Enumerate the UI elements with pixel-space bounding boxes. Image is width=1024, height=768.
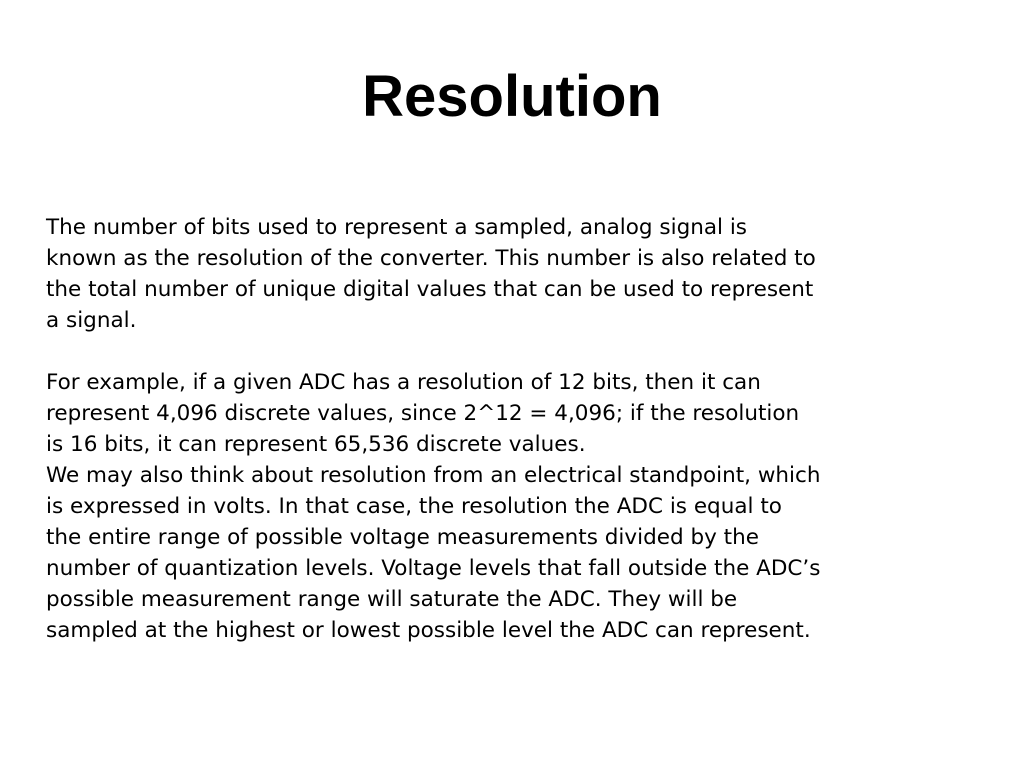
text-line: We may also think about resolution from an electrical standpoint, which [46, 463, 821, 488]
text-line: a signal. [46, 308, 137, 333]
text-line: number of quantization levels. Voltage levels that fall outside the ADC’s [46, 556, 821, 581]
paragraph-bits-definition [46, 212, 986, 336]
text-line: known as the resolution of the converter. This number is also related to [46, 246, 816, 271]
paragraph-example [46, 367, 986, 460]
text-line: is expressed in volts. In that case, the resolution the ADC is equal to [46, 494, 782, 519]
text-line: The number of bits used to represent a sampled, analog signal is [46, 215, 748, 240]
text-line: the total number of unique digital values that can be used to represent [46, 277, 814, 302]
text-line: For example, if a given ADC has a resolution of 12 bits, then it can [46, 370, 761, 395]
text-line: possible measurement range will saturate the ADC. They will be [46, 587, 738, 612]
paragraph-spacer [46, 336, 986, 367]
text-line: represent 4,096 discrete values, since 2^12 = 4,096; if the resolution [46, 401, 800, 426]
text-line: sampled at the highest or lowest possible level the ADC can represent. [46, 618, 811, 643]
paragraph-electrical-standpoint [46, 460, 986, 646]
text-line: is 16 bits, it can represent 65,536 discrete values. [46, 432, 586, 457]
slide-body [46, 212, 986, 646]
text-line: the entire range of possible voltage measurements divided by the [46, 525, 759, 550]
slide-title: Resolution [362, 64, 662, 129]
